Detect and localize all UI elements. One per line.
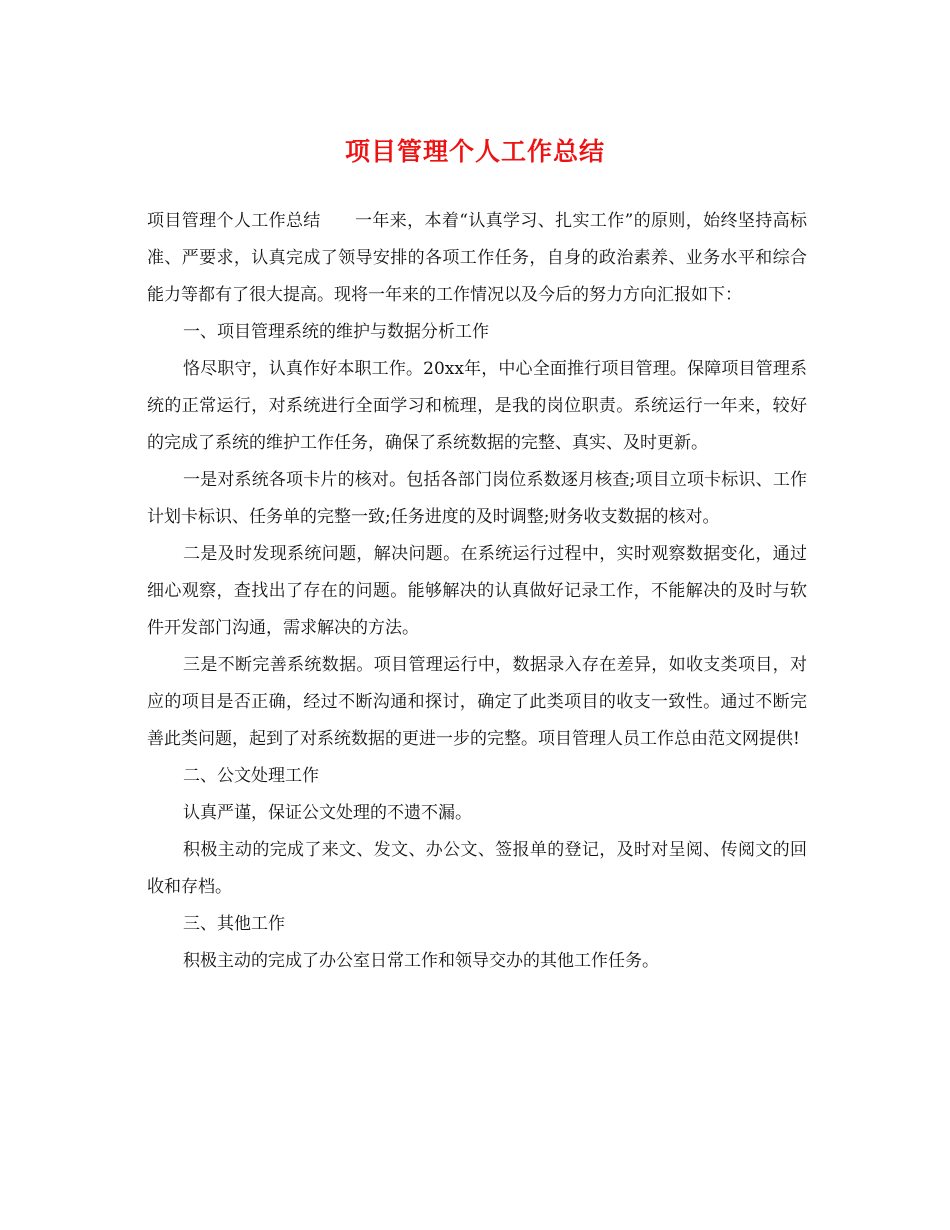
document-body	[147, 203, 807, 980]
section-heading-1: 一、项目管理系统的维护与数据分析工作	[183, 322, 489, 342]
section-heading-3: 三、其他工作	[183, 914, 285, 934]
body-paragraph: 三是不断完善系统数据。项目管理运行中，数据录入存在差异，如收支类项目，对应的项目是否正确，经过不断沟通和探讨，确定了此类项目的收支一致性。通过不断完善此类问题，起到了对系统数据的更进一步的完整。项目管理人员工作总由范文网提供!	[147, 655, 807, 749]
body-paragraph: 恪尽职守，认真作好本职工作。20xx年，中心全面推行项目管理。保障项目管理系统的正常运行，对系统进行全面学习和梳理，是我的岗位职责。系统运行一年来，较好的完成了系统的维护工作任务，确保了系统数据的完整、真实、及时更新。	[147, 359, 807, 453]
section-heading-2: 二、公文处理工作	[183, 766, 319, 786]
intro-text: 一年来，本着“认真学习、扎实工作”的原则，始终坚持高标准、严要求，认真完成了领导安排的各项工作任务，自身的政治素养、业务水平和综合能力等都有了很大提高。现将一年来的工作情况以及今后的努力方向汇报如下：	[147, 211, 807, 305]
body-paragraph: 一是对系统各项卡片的核对。包括各部门岗位系数逐月核查;项目立项卡标识、工作计划卡标识、任务单的完整一致;任务进度的及时调整;财务收支数据的核对。	[147, 470, 807, 527]
body-paragraph: 积极主动的完成了办公室日常工作和领导交办的其他工作任务。	[183, 951, 659, 971]
body-paragraph: 二是及时发现系统问题，解决问题。在系统运行过程中，实时观察数据变化，通过细心观察，查找出了存在的问题。能够解决的认真做好记录工作，不能解决的及时与软件开发部门沟通，需求解决的方法。	[147, 544, 807, 638]
body-paragraph: 积极主动的完成了来文、发文、办公文、签报单的登记，及时对呈阅、传阅文的回收和存档。	[147, 840, 807, 897]
body-paragraph: 认真严谨，保证公文处理的不遗不漏。	[183, 803, 472, 823]
intro-paragraph	[147, 203, 807, 314]
intro-label: 项目管理个人工作总结	[147, 211, 321, 231]
document-title: 项目管理个人工作总结	[344, 137, 605, 166]
